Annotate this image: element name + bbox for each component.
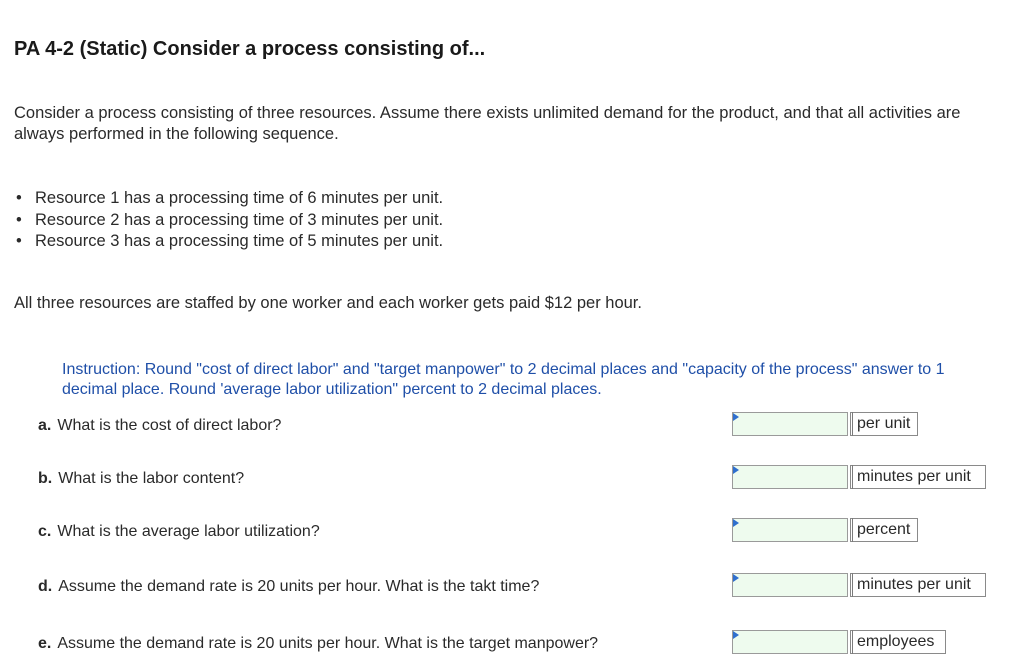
unit-label-e: employees bbox=[852, 630, 946, 654]
list-item-text: Resource 1 has a processing time of 6 minutes per unit. bbox=[35, 189, 444, 207]
answer-input-c[interactable] bbox=[732, 518, 848, 542]
question-text: Assume the demand rate is 20 units per hour. What is the target manpower? bbox=[57, 635, 599, 652]
question-label bbox=[38, 417, 281, 435]
question-row-d bbox=[0, 573, 1024, 603]
question-text: What is the cost of direct labor? bbox=[57, 417, 282, 434]
answer-input-b[interactable] bbox=[732, 465, 848, 489]
list-item-text: Resource 2 has a processing time of 3 minutes per unit. bbox=[35, 210, 444, 229]
question-letter: e. bbox=[38, 635, 52, 652]
list-item bbox=[14, 188, 443, 210]
list-item bbox=[14, 231, 443, 253]
question-row-b bbox=[0, 465, 1024, 495]
unit-label-a: per unit bbox=[852, 412, 918, 436]
resource-list bbox=[14, 188, 443, 253]
question-letter: b. bbox=[38, 470, 53, 487]
list-item-text: Resource 3 has a processing time of 5 minutes per unit. bbox=[35, 232, 444, 250]
question-text: What is the labor content? bbox=[58, 470, 245, 487]
list-item bbox=[14, 210, 443, 232]
question-text: Assume the demand rate is 20 units per hour. What is the takt time? bbox=[58, 578, 540, 595]
question-label bbox=[38, 635, 598, 653]
question-letter: d. bbox=[38, 578, 53, 595]
question-label bbox=[38, 523, 320, 541]
bullet-icon: • bbox=[16, 232, 22, 250]
question-letter: c. bbox=[38, 523, 52, 540]
bullet-icon: • bbox=[16, 189, 22, 207]
instruction-text: Instruction: Round "cost of direct labor" and "target manpower" to 2 decimal places and "capacity of the process" answer to 1 decimal place. Round 'average labor utilization" percent to 2 decimal places. bbox=[62, 361, 945, 398]
page-title: PA 4-2 (Static) Consider a process consisting of... bbox=[14, 38, 486, 60]
problem-intro: Consider a process consisting of three resources. Assume there exists unlimited demand for the product, and that all activities are always performed in the following sequence. bbox=[14, 104, 961, 143]
unit-label-d: minutes per unit bbox=[852, 573, 986, 597]
bullet-icon: • bbox=[16, 210, 22, 229]
question-row-a bbox=[0, 412, 1024, 442]
answer-input-d[interactable] bbox=[732, 573, 848, 597]
answer-input-e[interactable] bbox=[732, 630, 848, 654]
question-row-e bbox=[0, 630, 1024, 660]
staffing-statement: All three resources are staffed by one worker and each worker gets paid $12 per hour. bbox=[14, 294, 642, 312]
answer-input-a[interactable] bbox=[732, 412, 848, 436]
question-label bbox=[38, 578, 539, 596]
unit-label-b: minutes per unit bbox=[852, 465, 986, 489]
unit-label-c: percent bbox=[852, 518, 918, 542]
question-label bbox=[38, 470, 244, 488]
question-row-c bbox=[0, 518, 1024, 548]
question-text: What is the average labor utilization? bbox=[57, 523, 320, 540]
question-letter: a. bbox=[38, 417, 52, 434]
